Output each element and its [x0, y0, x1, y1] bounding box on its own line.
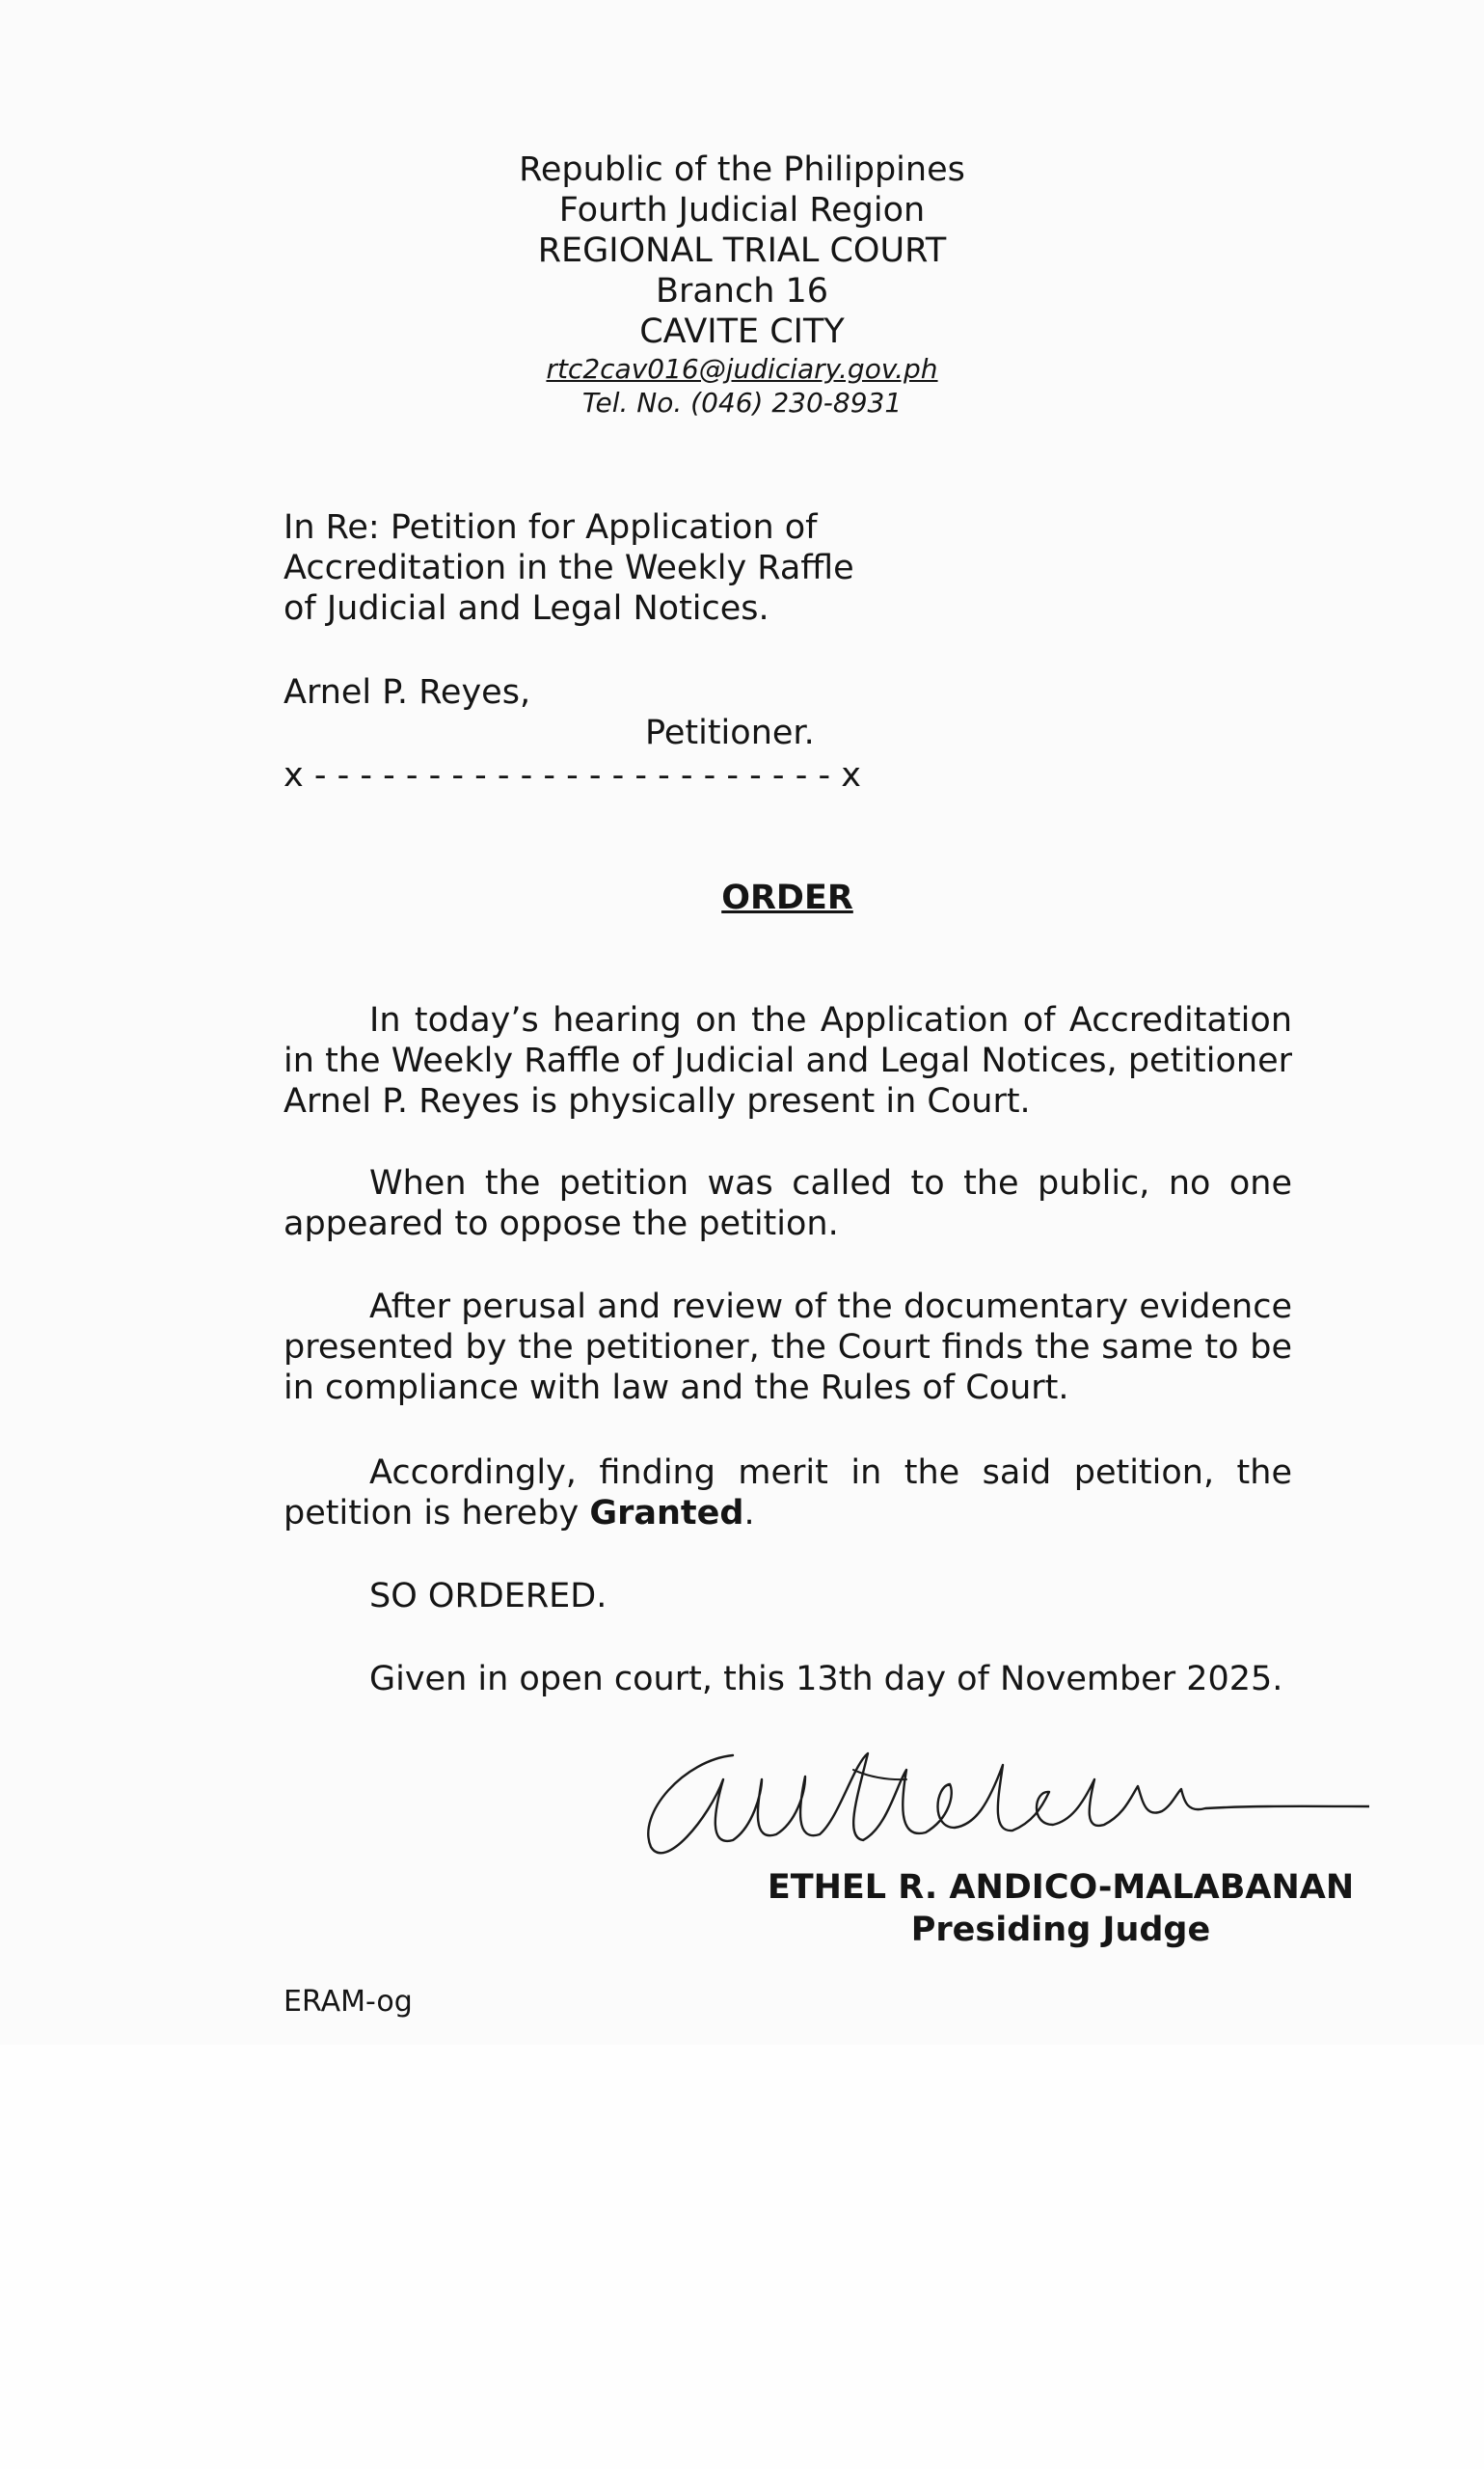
caption-separator: x - - - - - - - - - - - - - - - - - - - - - - - x: [283, 756, 861, 795]
petitioner-name: Arnel P. Reyes,: [283, 673, 531, 712]
header-region: Fourth Judicial Region: [558, 191, 926, 230]
paragraph-4-suffix: .: [743, 1494, 755, 1533]
body-paragraph-2: When the petition was called to the public, no one appeared to oppose the petition.: [283, 1164, 1292, 1243]
case-caption: [283, 507, 958, 629]
so-ordered: SO ORDERED.: [369, 1577, 607, 1615]
caption-line-1: In Re: Petition for Application of: [283, 508, 818, 547]
paragraph-4-prefix: Accordingly, finding merit in the said petition, the petition is hereby: [283, 1453, 1292, 1533]
header-telephone: Tel. No. (046) 230-8931: [581, 387, 903, 419]
signatory-title: Presiding Judge: [910, 1911, 1211, 1949]
caption-line-2: Accreditation in the Weekly Raffle: [283, 549, 854, 587]
caption-line-3: of Judicial and Legal Notices.: [283, 589, 769, 628]
header-branch: Branch 16: [655, 272, 829, 311]
header-email-link[interactable]: rtc2cav016@judiciary.gov.ph: [546, 353, 938, 385]
court-header: [0, 149, 1484, 420]
document-title: ORDER: [721, 879, 853, 917]
given-statement: Given in open court, this 13th day of November 2025.: [369, 1660, 1283, 1698]
body-paragraph-4: [283, 1452, 1292, 1533]
body-paragraph-1: In today’s hearing on the Application of Accreditation in the Weekly Raffle of Judicial and Legal Notices, petitioner Arnel P. Reyes is physically present in Court.: [283, 1001, 1292, 1121]
body-paragraph-3: After perusal and review of the documentary evidence presented by the petitioner, the Court finds the same to be in compliance with law and the Rules of Court.: [283, 1288, 1292, 1407]
header-country: Republic of the Philippines: [519, 150, 965, 189]
petitioner-role: Petitioner.: [645, 714, 815, 752]
signatory-name: ETHEL R. ANDICO-MALABANAN: [767, 1868, 1355, 1907]
header-city: CAVITE CITY: [639, 312, 845, 351]
handwritten-signature: [617, 1726, 1369, 1871]
granted-text: Granted: [589, 1494, 744, 1533]
reference-initials: ERAM-og: [283, 1985, 413, 2019]
header-court: REGIONAL TRIAL COURT: [537, 231, 947, 270]
